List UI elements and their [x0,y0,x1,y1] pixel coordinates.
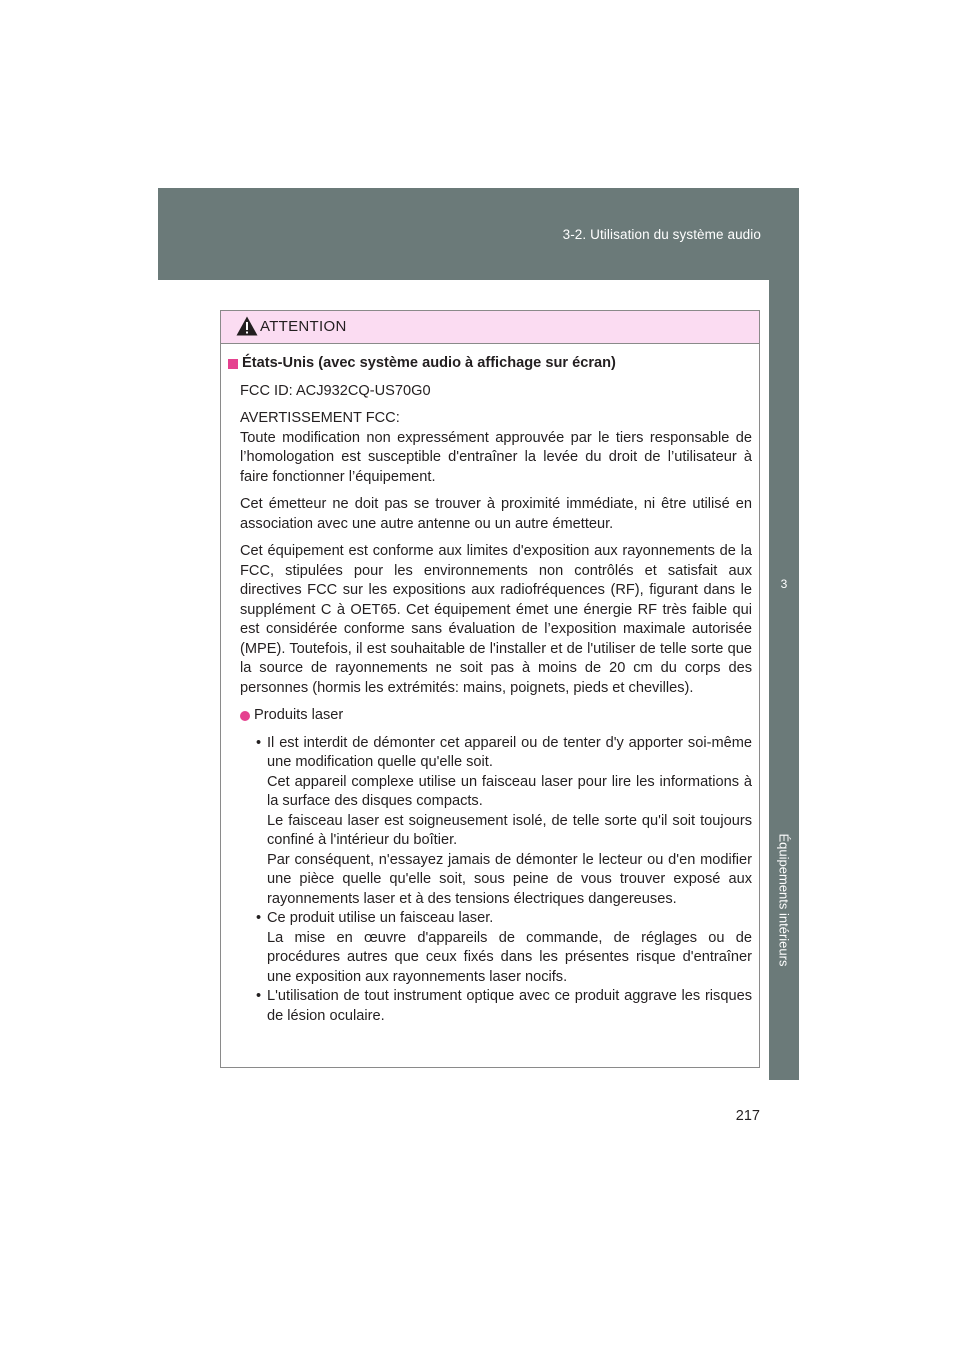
list-item [240,987,752,1026]
paragraph-line: AVERTISSEMENT FCC: [240,410,400,426]
chapter-number: 3 [780,577,788,591]
paragraph-fcc-warning [240,409,752,487]
header-band [158,188,799,280]
caution-body [221,344,759,1026]
list-item [240,909,752,987]
section-title: 3-2. Utilisation du système audio [562,227,761,242]
paragraph-line: Toute modification non expressément approuvée par le tiers responsable de l’homologation est susceptible d'entraîner la levée du droit de l’utilisateur à faire fonctionner l’équipement. [240,429,752,485]
list-line: Ce produit utilise un faisceau laser. [267,910,494,926]
bullet-glyph: • [256,988,262,1004]
page-number: 217 [735,1108,760,1124]
paragraph-line: FCC ID: ACJ932CQ-US70G0 [240,382,431,399]
caution-header [221,311,759,344]
list-line: La mise en œuvre d'appareils de commande, de réglages ou de procédures autres que ceux fixés dans les présentes risque d'entraîner une exposition aux rayonnements laser nocifs. [267,929,752,985]
caution-title: ATTENTION [260,318,347,335]
list-line: Par conséquent, n'essayez jamais de démonter le lecteur ou d'en modifier une pièce quelle qu'elle soit, sous peine de vous trouver exposé aux rayonnements laser et à des tensions électriques dangereuses. [267,851,752,907]
paragraph-fcc-id [240,382,752,402]
bullet-glyph: • [256,910,262,926]
chapter-side-tab [769,280,799,1080]
list-line: Cet appareil complexe utilise un faisceau laser pour lire les informations à la surface des disques compacts. [267,773,752,809]
list-line: L'utilisation de tout instrument optique avec ce produit aggrave les risques de lésion oculaire. [267,988,752,1024]
list-line: Il est interdit de démonter cet appareil ou de tenter d'y apporter soi-même une modification quelle qu'elle soit. [267,734,752,770]
square-bullet-icon [228,359,238,369]
chapter-label: Équipements intérieurs [776,833,792,967]
paragraph-line: Cet équipement est conforme aux limites d'exposition aux rayonnements de la FCC, stipulées pour les environnements non contrôlés et satisfait aux directives FCC sur les expositions aux radiofréquences (RF), figurant dans le supplément C à OET65. Cet équipement émet une énergie RF très faible qui est considérée conforme sans évaluation de l’exposition maximale autorisée (MPE). Toutefois, il est souhaitable de l'installer et de l'utiliser de telle sorte que la source de rayonnements ne soit pas à moins de 20 cm du corps des personnes (hormis les extrémités: mains, poignets, pieds et chevilles). [240,543,752,696]
paragraph-transmitter [240,495,752,534]
bullet-glyph: • [256,734,262,751]
paragraph-line: Cet émetteur ne doit pas se trouver à proximité immédiate, ni être utilisé en association avec une autre antenne ou un autre émetteur. [240,496,752,532]
list-line: Le faisceau laser est soigneusement isolé, de telle sorte qu'il soit toujours confiné à l'intérieur du boîtier. [267,812,752,848]
caution-box [220,310,760,1068]
laser-list [240,734,752,1027]
topic-heading-text: États-Unis (avec système audio à affichage sur écran) [242,355,616,371]
warning-triangle-icon [236,316,258,336]
sub-heading [240,706,752,726]
list-item [240,734,752,910]
sub-heading-text: Produits laser [254,707,344,723]
round-bullet-icon [240,711,250,721]
paragraph-exposure [240,542,752,698]
topic-heading [228,354,752,374]
